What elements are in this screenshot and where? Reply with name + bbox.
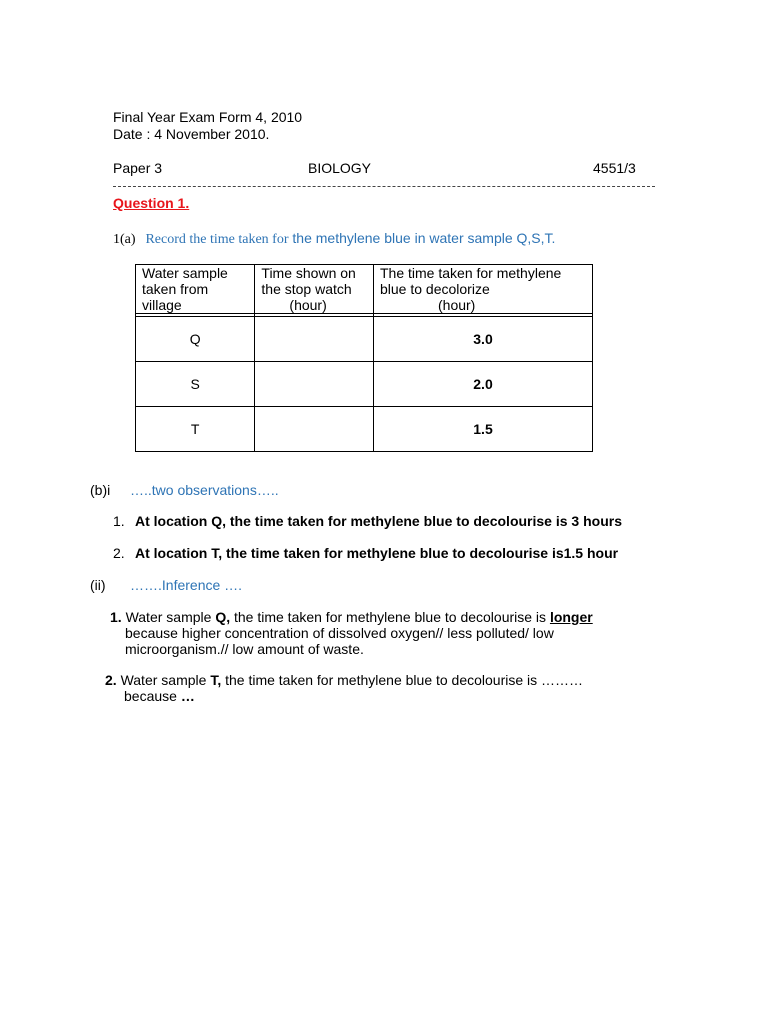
observation-1-number: 1. [113, 513, 125, 529]
cell-time: 2.0 [374, 362, 593, 407]
paper-code: 4551/3 [593, 160, 636, 176]
table-header-row [136, 265, 593, 314]
inference-1-line-3: microorganism.// low amount of waste. [125, 641, 364, 657]
cell-stopwatch [255, 407, 374, 452]
cell-sample: S [136, 362, 255, 407]
inference-1-number: 1. [110, 609, 122, 625]
inference-2-line-1: 2. Water sample T, the time taken for methylene blue to decolourise is ……… [105, 672, 584, 688]
header-sample: Water sample taken from village [136, 265, 255, 314]
inference-1-emphasis: longer [549, 609, 593, 625]
part-a-text-serif: Record the time taken for [145, 232, 289, 247]
cell-sample: Q [136, 317, 255, 362]
header-stopwatch: Time shown on the stop watch (hour) [255, 265, 374, 314]
header-decolorize-time: The time taken for methylene blue to decolorize (hour) [374, 265, 593, 314]
question-heading: Question 1. [113, 195, 190, 211]
results-table [135, 264, 593, 452]
part-ii-prompt: …….Inference …. [130, 577, 243, 593]
cell-time: 1.5 [374, 407, 593, 452]
table-row [136, 407, 593, 452]
cell-stopwatch [255, 317, 374, 362]
cell-sample: T [136, 407, 255, 452]
part-a-text: the methylene blue in water sample Q,S,T. [292, 230, 556, 246]
table-row [136, 362, 593, 407]
inference-2-line-2: because … [124, 688, 195, 704]
inference-1-line-2: because higher concentration of dissolved oxygen// less polluted/ low [125, 625, 554, 641]
exam-title: Final Year Exam Form 4, 2010 [113, 109, 303, 125]
dashed-divider [113, 186, 655, 187]
observation-1: At location Q, the time taken for methylene blue to decolourise is 3 hours [135, 513, 622, 529]
part-b-prompt: …..two observations….. [130, 482, 279, 498]
inference-2-number: 2. [105, 672, 117, 688]
observation-2: At location T, the time taken for methylene blue to decolourise is1.5 hour [135, 545, 619, 561]
table-row [136, 317, 593, 362]
part-b-label: (b)i [90, 482, 111, 498]
part-ii-label: (ii) [90, 577, 106, 593]
subject-name: BIOLOGY [308, 160, 372, 176]
cell-stopwatch [255, 362, 374, 407]
observation-2-number: 2. [113, 545, 125, 561]
cell-time: 3.0 [374, 317, 593, 362]
exam-date: Date : 4 November 2010. [113, 126, 270, 142]
part-a-number: 1(a) [113, 232, 136, 247]
paper-number: Paper 3 [113, 160, 163, 176]
question-part-a [113, 230, 555, 248]
inference-1-line-1: 1. Water sample Q, the time taken for methylene blue to decolourise is longer [110, 609, 593, 625]
